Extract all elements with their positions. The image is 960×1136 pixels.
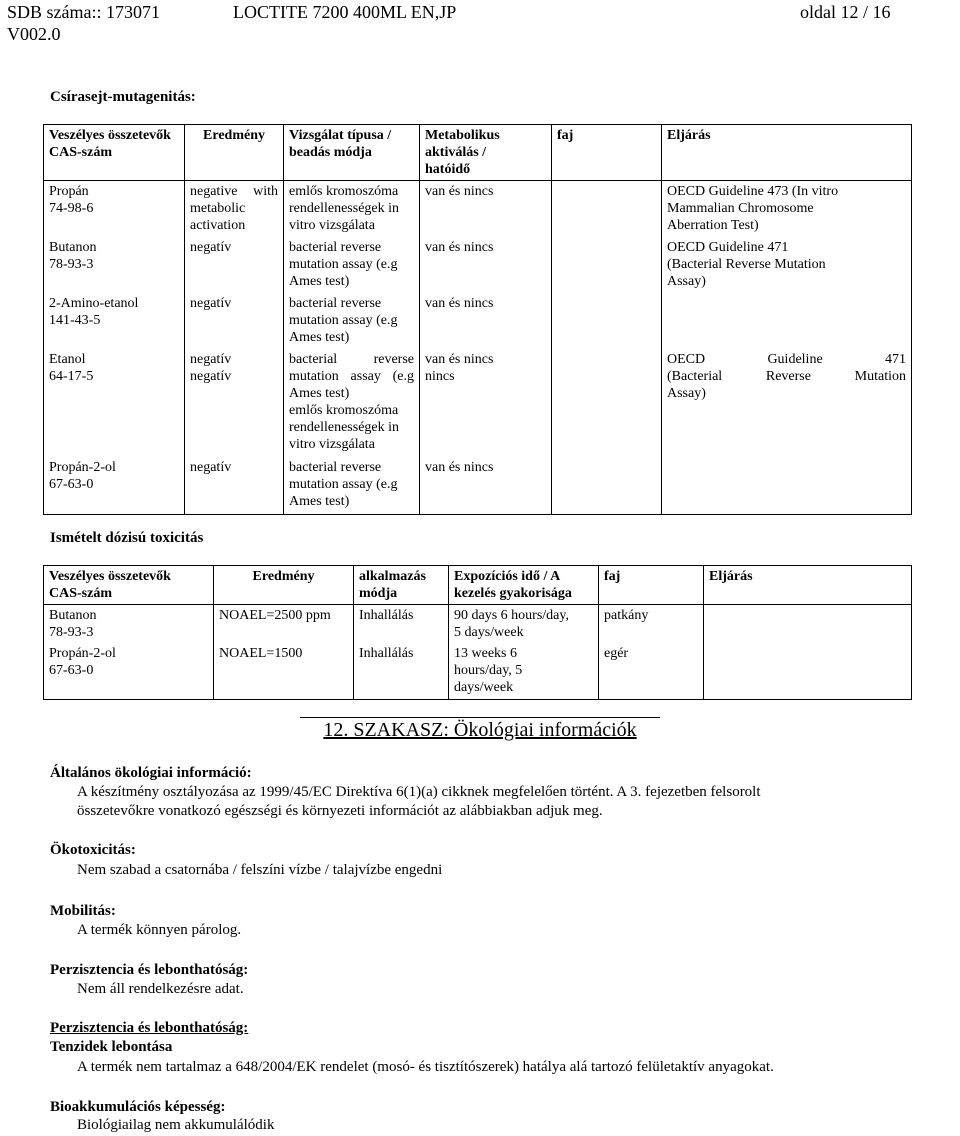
col-header-method: Eljárás <box>704 566 912 605</box>
general-eco-title: Általános ökológiai információ: <box>50 765 252 781</box>
species-cell: egér <box>599 643 704 699</box>
col-header-result: Eredmény <box>214 566 354 605</box>
repeat-header-row <box>44 566 912 605</box>
col-header-method: Eljárás <box>662 125 912 181</box>
metabolic-cell: van és nincs <box>420 237 552 293</box>
general-eco-text-1: A készítmény osztályozása az 1999/45/EC Direktíva 6(1)(a) cikknek megfelelően történt. A 3. fejezetben felsorolt <box>77 784 761 800</box>
test-type-cell: bacterial reverse mutation assay (e.g Ames test) <box>284 457 420 515</box>
germ-section-title: Csírasejt-mutagenitás: <box>50 89 196 105</box>
col-header-metabolic: Metabolikus aktiválás / hatóidő <box>420 125 552 181</box>
test-type-cell: emlős kromoszóma rendellenességek in vitro vizsgálata <box>284 181 420 237</box>
germ-header-row <box>44 125 912 181</box>
bioaccumulation-title: Bioakkumulációs képesség: <box>50 1099 226 1115</box>
method-cell <box>662 293 912 349</box>
species-cell <box>552 293 662 349</box>
col-header-species: faj <box>599 566 704 605</box>
method-cell <box>704 643 912 699</box>
metabolic-cell: van és nincs nincs <box>420 349 552 457</box>
persistence-text: Nem áll rendelkezésre adat. <box>77 981 244 997</box>
exposure-cell: 13 weeks 6 hours/day, 5 days/week <box>449 643 599 699</box>
col-header-test-type: Vizsgálat típusa / beadás módja <box>284 125 420 181</box>
table-row <box>44 181 912 237</box>
species-cell <box>552 237 662 293</box>
test-type-cell: bacterial reverse mutation assay (e.g Ames test) emlős kromoszóma rendellenességek in vitro vizsgálata <box>284 349 420 457</box>
table-row <box>44 605 912 644</box>
col-header-route: alkalmazás módja <box>354 566 449 605</box>
bioaccumulation-text: Biológiailag nem akkumulálódik <box>77 1117 275 1133</box>
result-cell: NOAEL=1500 <box>214 643 354 699</box>
method-cell <box>704 605 912 644</box>
route-cell: Inhallálás <box>354 605 449 644</box>
table-row <box>44 237 912 293</box>
ingredient-cell: Propán-2-ol 67-63-0 <box>44 643 214 699</box>
result-cell: negatív <box>185 237 284 293</box>
repeat-table <box>43 565 912 700</box>
method-cell: OECD Guideline 473 (In vitro Mammalian Chromosome Aberration Test) <box>662 181 912 237</box>
col-header-result: Eredmény <box>185 125 284 181</box>
table-row <box>44 349 912 457</box>
general-eco-text-2: összetevőkre vonatkozó egészségi és környezeti információt az alábbiakban adjuk meg. <box>77 803 603 819</box>
ingredient-cell: Propán-2-ol 67-63-0 <box>44 457 185 515</box>
table-row <box>44 643 912 699</box>
col-header-ingredient: Veszélyes összetevők CAS-szám <box>44 125 185 181</box>
ecotox-text: Nem szabad a csatornába / felszíni vízbe / talajvízbe engedni <box>77 862 443 878</box>
table-row <box>44 457 912 515</box>
persistence-2-title: Perzisztencia és lebonthatóság: <box>50 1020 249 1036</box>
ingredient-cell: Butanon 78-93-3 <box>44 237 185 293</box>
repeat-section-title: Ismételt dózisú toxicitás <box>50 530 204 546</box>
metabolic-cell: van és nincs <box>420 181 552 237</box>
version: V002.0 <box>7 24 61 44</box>
method-cell <box>662 457 912 515</box>
metabolic-cell: van és nincs <box>420 293 552 349</box>
exposure-cell: 90 days 6 hours/day, 5 days/week <box>449 605 599 644</box>
result-cell: negatív negatív <box>185 349 284 457</box>
result-cell: negatív <box>185 293 284 349</box>
ingredient-cell: Butanon 78-93-3 <box>44 605 214 644</box>
surfactant-text: A termék nem tartalmaz a 648/2004/EK rendelet (mosó- és tisztítószerek) hatálya alá tartozó felületaktív anyagokat. <box>77 1059 774 1075</box>
persistence-title: Perzisztencia és lebonthatóság: <box>50 962 249 978</box>
ingredient-cell: Propán 74-98-6 <box>44 181 185 237</box>
ingredient-cell: Etanol 64-17-5 <box>44 349 185 457</box>
species-cell <box>552 181 662 237</box>
germ-table <box>43 124 912 515</box>
product-name: LOCTITE 7200 400ML EN,JP <box>233 2 457 22</box>
col-header-ingredient: Veszélyes összetevők CAS-szám <box>44 566 214 605</box>
col-header-species: faj <box>552 125 662 181</box>
species-cell <box>552 457 662 515</box>
method-cell: OECD Guideline 471 (Bacterial Reverse Mutation Assay) <box>662 349 912 457</box>
section-12-title: 12. SZAKASZ: Ökológiai információk <box>300 717 660 742</box>
col-header-exposure: Expozíciós idő / A kezelés gyakorisága <box>449 566 599 605</box>
surfactant-title: Tenzidek lebontása <box>50 1039 173 1055</box>
ingredient-cell: 2-Amino-etanol 141-43-5 <box>44 293 185 349</box>
mobility-title: Mobilitás: <box>50 903 116 919</box>
metabolic-cell: van és nincs <box>420 457 552 515</box>
species-cell <box>552 349 662 457</box>
sds-number: SDB száma:: 173071 <box>7 2 160 22</box>
ecotox-title: Ökotoxicitás: <box>50 842 136 858</box>
result-cell: negatív <box>185 457 284 515</box>
species-cell: patkány <box>599 605 704 644</box>
test-type-cell: bacterial reverse mutation assay (e.g Ames test) <box>284 293 420 349</box>
table-row <box>44 293 912 349</box>
route-cell: Inhallálás <box>354 643 449 699</box>
page-number: oldal 12 / 16 <box>800 2 891 22</box>
result-cell: NOAEL=2500 ppm <box>214 605 354 644</box>
mobility-text: A termék könnyen párolog. <box>77 922 242 938</box>
test-type-cell: bacterial reverse mutation assay (e.g Ames test) <box>284 237 420 293</box>
result-cell: negative with metabolic activation <box>185 181 284 237</box>
method-cell: OECD Guideline 471 (Bacterial Reverse Mutation Assay) <box>662 237 912 293</box>
